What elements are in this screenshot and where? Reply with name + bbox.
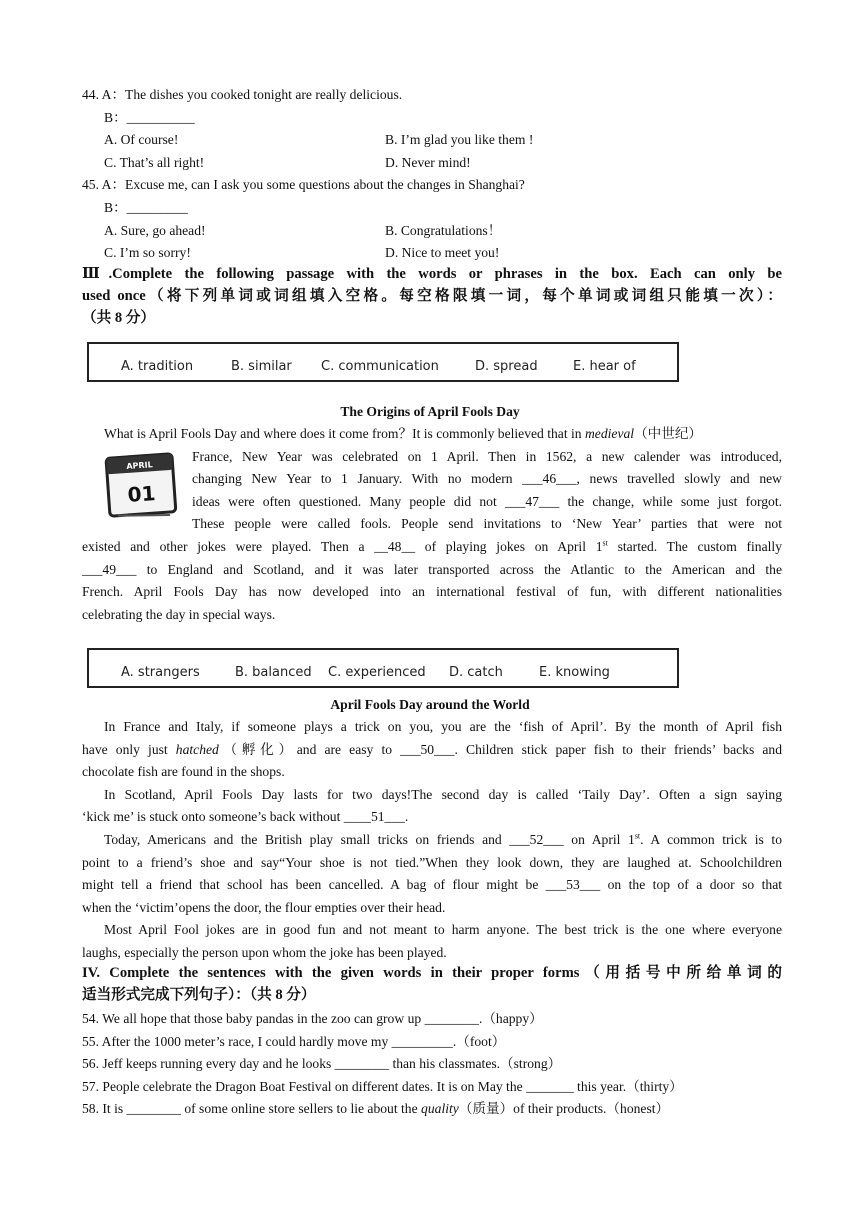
- section-3-heading-line2: used once（将下列单词或词组填入空格。每空格限填一词，每个单词或词组只能填一次）：: [82, 288, 782, 304]
- question-56: 56. Jeff keeps running every day and he looks ________ than his classmates.（strong）: [82, 1056, 562, 1072]
- passage-2-title: April Fools Day around the World: [330, 697, 530, 712]
- passage-1-line-4: ideas were often questioned. Many people did not ___47___ the change, while some just forgot.: [192, 493, 782, 509]
- passage-1-wrap-text: [82, 446, 782, 536]
- calendar-icon: [102, 451, 180, 521]
- passage-2-p3-line-4: when the ‘victim’opens the door, the flour empties over their head.: [82, 899, 446, 915]
- passage-2-p4-line-1: Most April Fool jokes are in good fun and not meant to harm anyone. The best trick is the one where everyone: [104, 922, 782, 938]
- passage-1-line-5: These people were called fools. People send invitations to ‘New Year’ parties that were not: [192, 516, 782, 532]
- passage-2-p1-line-1: In France and Italy, if someone plays a trick on you, you are the ‘fish of April’. By the month of April fish: [104, 719, 782, 734]
- q45-option-d: D. Nice to meet you!: [385, 245, 500, 261]
- word-box-1-item-b: B. similar: [231, 359, 292, 374]
- question-57: 57. People celebrate the Dragon Boat Festival on different dates. It is on May the _______ this year.（thirty）: [82, 1078, 683, 1094]
- passage-2-p1-line-3: chocolate fish are found in the shops.: [82, 764, 285, 780]
- word-box-1-item-c: C. communication: [321, 359, 439, 374]
- passage-2-p3-line-1: Today, Americans and the British play small tricks on friends and ___52___ on April 1st. A common trick is to: [104, 831, 782, 847]
- word-box-2-item-d: D. catch: [449, 665, 503, 680]
- question-54: 54. We all hope that those baby pandas in the zoo can grow up ________.（happy）: [82, 1011, 543, 1026]
- passage-1-title: The Origins of April Fools Day: [340, 404, 520, 419]
- word-box-2-item-c: C. experienced: [328, 665, 426, 680]
- section-4-heading-line2: 适当形式完成下列句子）：（共 8 分）: [82, 987, 316, 1003]
- hatched-term: hatched: [175, 741, 219, 757]
- q44-options-row2: [82, 152, 782, 175]
- word-box-1-item-a: A. tradition: [121, 359, 194, 374]
- passage-2-p2-line-2: ‘kick me’ is stuck onto someone’s back without ____51___.: [82, 809, 409, 825]
- q45-option-c: C. I’m so sorry!: [104, 245, 191, 261]
- passage-1-line-2: France, New Year was celebrated on 1 April. Then in 1562, a new calender was introduced,: [192, 448, 782, 464]
- section-3-heading-line1: Ⅲ.Complete the following passage with the words or phrases in the box. Each can only be: [82, 266, 782, 282]
- passage-2: [82, 716, 782, 965]
- q45-answer-blank: B：_________: [104, 199, 188, 215]
- passage-2-p4-line-2: laughs, especially the person upon whom the joke has been played.: [82, 944, 447, 960]
- passage-1: [82, 423, 782, 626]
- passage-1-line-9: celebrating the day in special ways.: [82, 606, 276, 622]
- q45-prompt: 45. A：Excuse me, can I ask you some questions about the changes in Shanghai?: [82, 177, 525, 193]
- passage-1-line-6: existed and other jokes were played. Then a __48__ of playing jokes on April 1st started. The custom finally: [82, 538, 782, 554]
- medieval-term: medieval: [584, 426, 635, 441]
- passage-1-line-1: What is April Fools Day and where does it come from？It is commonly believed that in medieval（中世纪）: [104, 426, 703, 441]
- q45-option-b: B. Congratulations！: [385, 222, 502, 238]
- passage-2-p1-line-2: have only just hatched（孵化）and are easy to ___50___. Children stick paper fish to their friends’ backs and: [82, 741, 782, 757]
- passage-2-p3-line-2: point to a friend’s shoe and say“Your shoe is not tied.”When they look down, they are laughed at. Schoolchildren: [82, 854, 782, 870]
- word-box-2-item-a: A. strangers: [121, 665, 200, 680]
- section-3-heading: [82, 263, 782, 329]
- passage-1-line-7: ___49___ to England and Scotland, and it was later transported across the Atlantic to the American and the: [82, 561, 782, 577]
- q44-option-d: D. Never mind!: [385, 154, 471, 170]
- q44-option-b: B. I’m glad you like them !: [385, 132, 534, 148]
- question-58: 58. It is ________ of some online store sellers to lie about the quality（质量）of their products.（honest）: [82, 1101, 670, 1117]
- passage-2-p3-line-3: might tell a friend that school has been cancelled. A bag of flour might be ___53___ on the top of a door so that: [82, 877, 782, 893]
- calendar-month: APRIL: [126, 460, 154, 471]
- word-box-2-item-e: E. knowing: [539, 665, 610, 680]
- q45-option-a: A. Sure, go ahead!: [104, 222, 206, 238]
- calendar-day: 01: [126, 481, 157, 507]
- quality-term: quality: [421, 1101, 459, 1117]
- passage-1-line-8: French. April Fools Day has now developed into an international festival of fun, with different nationalities: [82, 584, 782, 600]
- word-box-2: [87, 648, 679, 688]
- q45-options-row2: [82, 242, 782, 265]
- passage-1-line-3: changing New Year to 1 January. With no modern ___46___, news travelled slowly and new: [192, 471, 782, 487]
- word-box-1: [87, 342, 679, 382]
- section-4-heading-line1: IV. Complete the sentences with the given words in their proper forms（用括号中所给单词的: [82, 965, 782, 981]
- q44-option-c: C. That’s all right!: [104, 154, 205, 170]
- question-44: [82, 84, 782, 265]
- q44-option-a: A. Of course!: [104, 132, 179, 148]
- section-4-heading: [82, 962, 782, 1006]
- q44-answer-blank: B：__________: [104, 109, 195, 125]
- word-box-2-item-b: B. balanced: [235, 665, 312, 680]
- section-3-heading-line3: （共 8 分）: [82, 310, 155, 326]
- q44-prompt: 44. A：The dishes you cooked tonight are really delicious.: [82, 87, 403, 102]
- section-4-questions: [82, 1008, 782, 1121]
- q44-options-row1: [82, 129, 782, 152]
- word-box-1-item-d: D. spread: [475, 359, 538, 374]
- question-55: 55. After the 1000 meter’s race, I could hardly move my _________.（foot）: [82, 1033, 506, 1049]
- passage-2-p2-line-1: In Scotland, April Fools Day lasts for two days!The second day is called ‘Taily Day’. Often a sign saying: [104, 786, 782, 802]
- q45-options-row1: [82, 220, 782, 243]
- word-box-1-item-e: E. hear of: [573, 359, 636, 374]
